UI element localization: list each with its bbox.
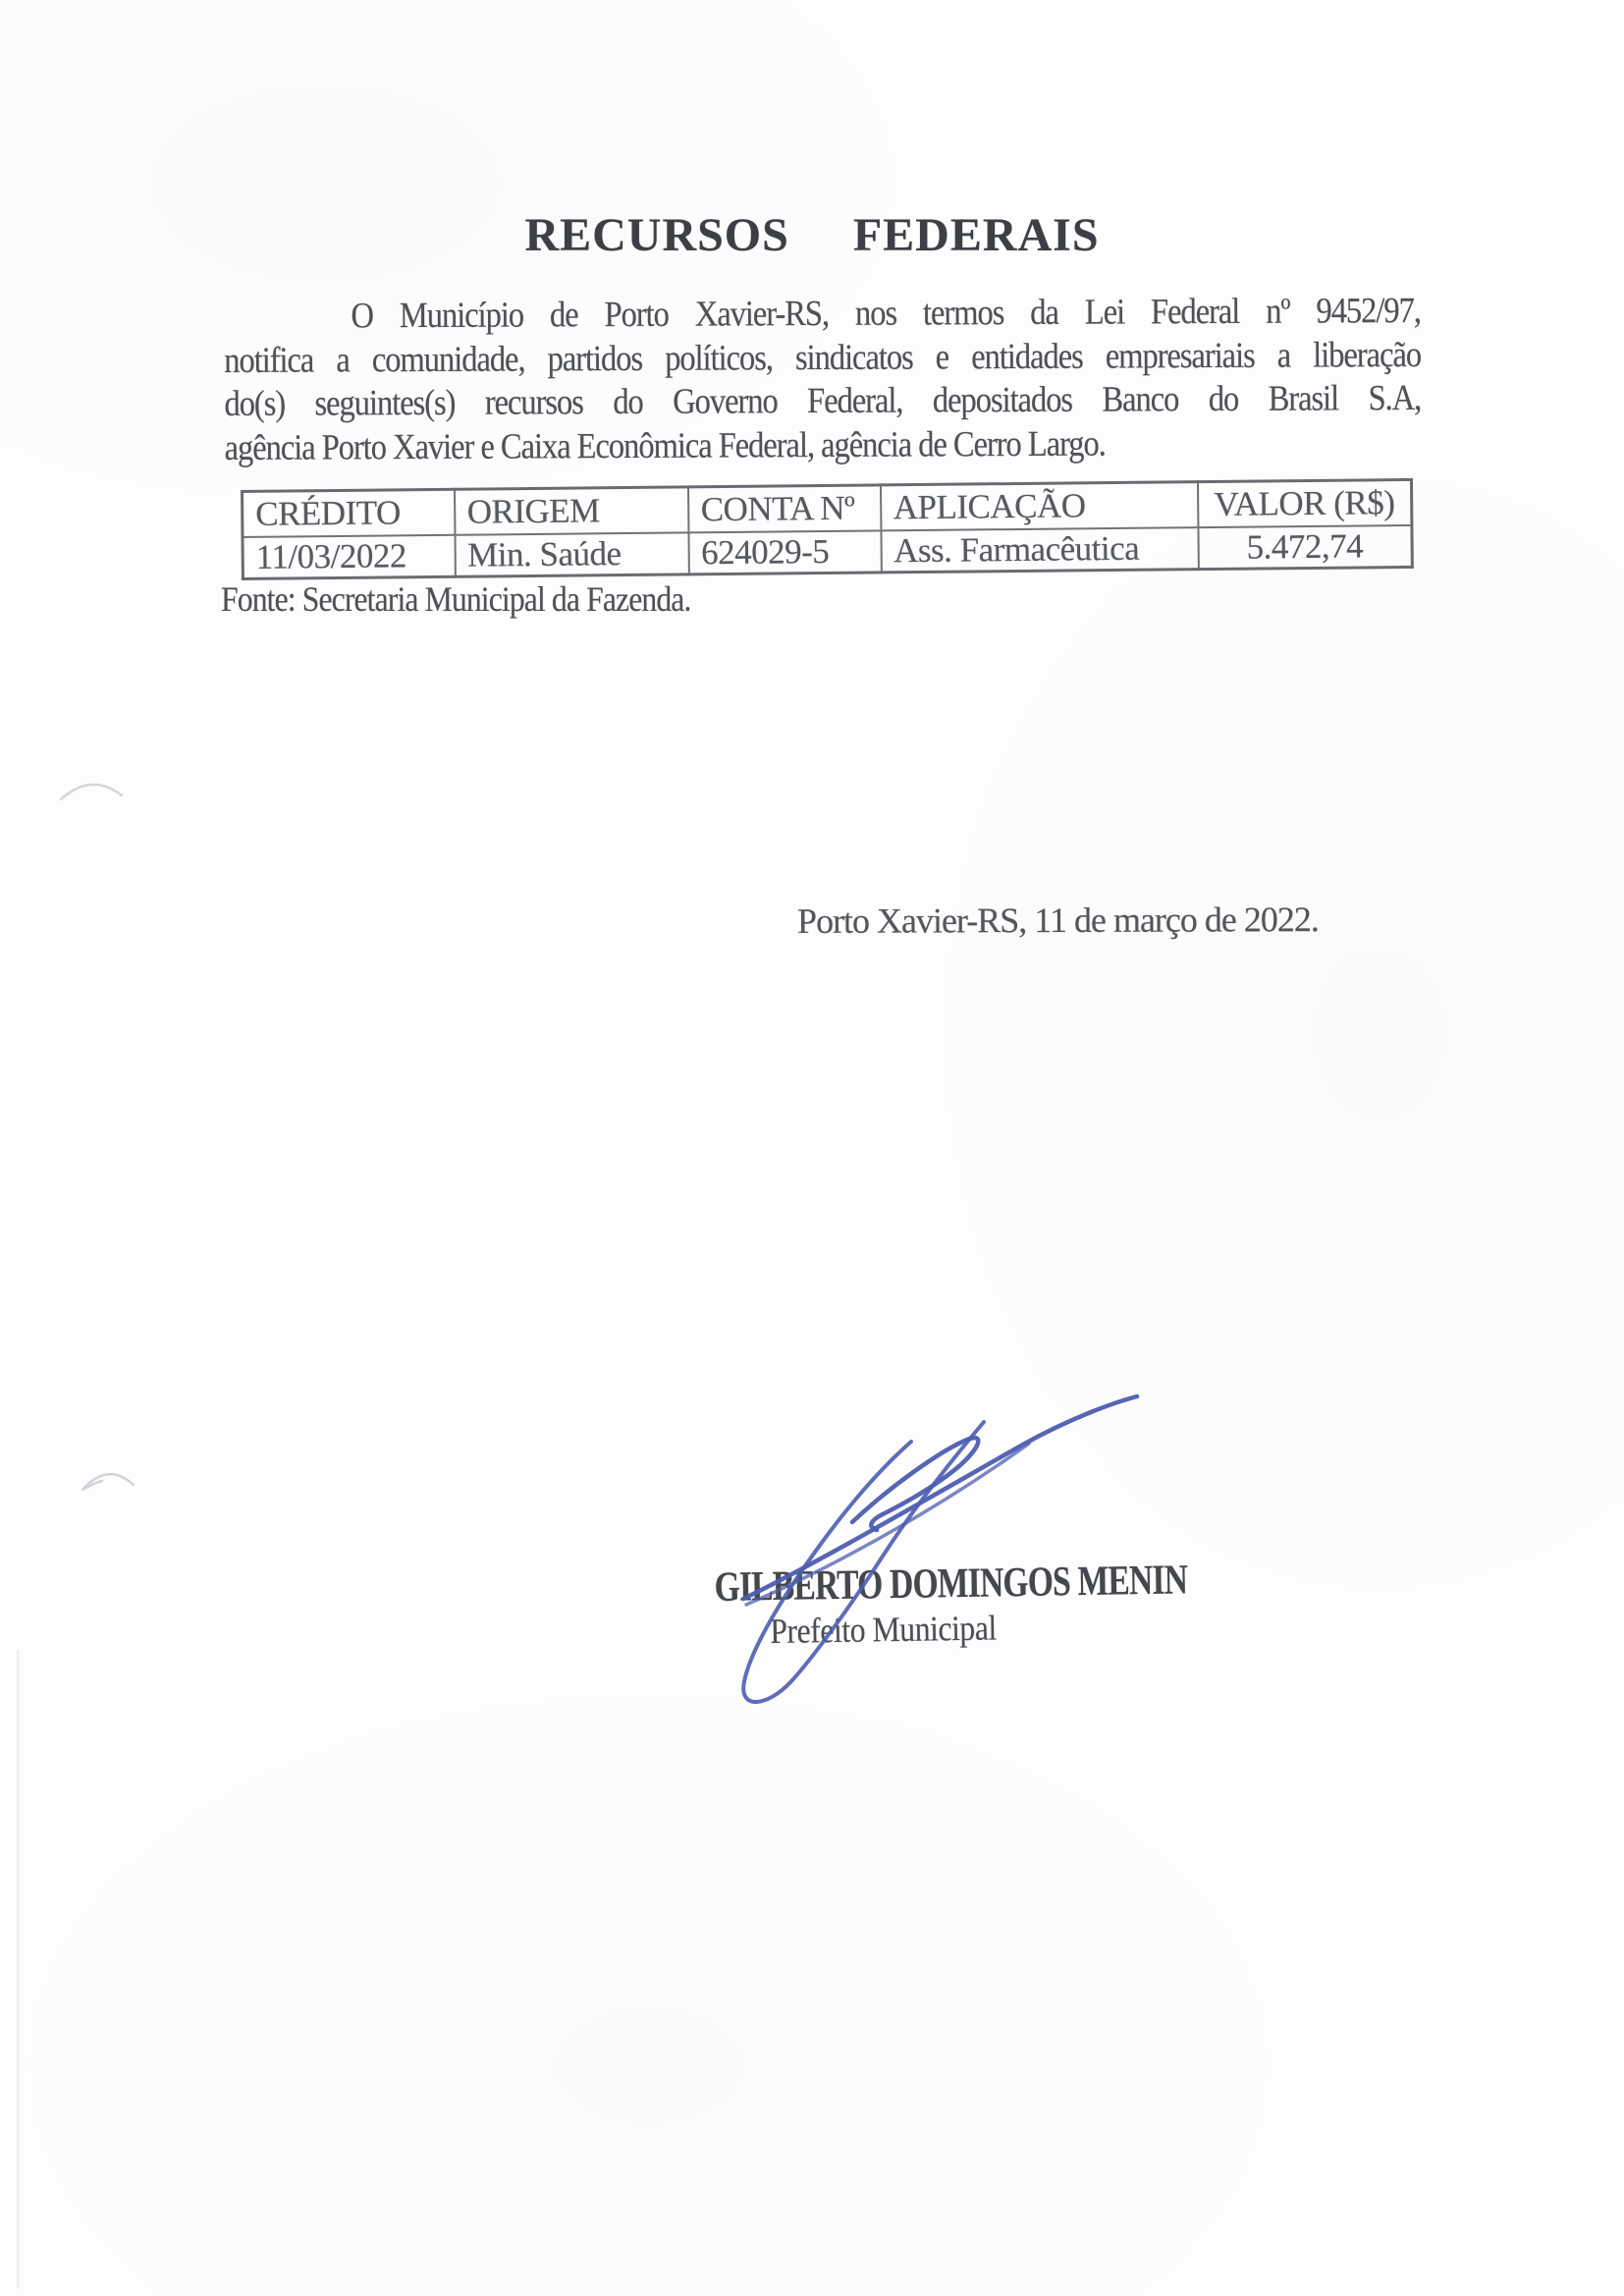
cell-valor: 5.472,74	[1198, 525, 1412, 570]
date-line: Porto Xavier-RS, 11 de março de 2022.	[796, 900, 1319, 941]
paragraph-line: agência Porto Xavier e Caixa Econômica Federal, agência de Cerro Largo.	[224, 423, 1106, 468]
paragraph-line: notifica a comunidade, partidos políticos, sindicatos e entidades empresariais a liberação	[224, 334, 1422, 381]
header-aplicacao: APLICAÇÃO	[880, 482, 1197, 531]
scan-arc-mark	[82, 1474, 134, 1490]
scan-edge-line	[17, 1650, 20, 2288]
cell-aplicacao: Ass. Farmacêutica	[881, 527, 1198, 573]
cell-origem: Min. Saúde	[455, 532, 688, 576]
cell-credito: 11/03/2022	[243, 535, 455, 579]
paragraph-line: do(s) seguintes(s) recursos do Governo Federal, depositados Banco do Brasil S.A,	[224, 377, 1422, 424]
signer-name: GILBERTO DOMINGOS MENIN	[714, 1557, 1188, 1611]
resources-table	[241, 478, 1414, 580]
signature-block	[647, 1557, 1188, 1654]
signer-role: Prefeito Municipal	[769, 1608, 998, 1652]
page-title: RECURSOS FEDERAIS	[524, 209, 1100, 261]
header-valor: VALOR (R$)	[1197, 479, 1411, 527]
header-origem: ORIGEM	[455, 487, 688, 535]
source-note: Fonte: Secretaria Municipal da Fazenda.	[221, 579, 691, 619]
scan-arc-mark	[61, 785, 122, 799]
header-conta: CONTA Nº	[687, 485, 880, 532]
cell-conta: 624029-5	[688, 530, 881, 574]
paragraph-line: O Município de Porto Xavier-RS, nos termos da Lei Federal nº 9452/97,	[351, 290, 1421, 337]
notice-paragraph	[224, 290, 1421, 470]
signature-stroke	[852, 1438, 978, 1530]
header-credito: CRÉDITO	[243, 489, 455, 537]
handwritten-signature	[743, 1396, 1137, 1702]
